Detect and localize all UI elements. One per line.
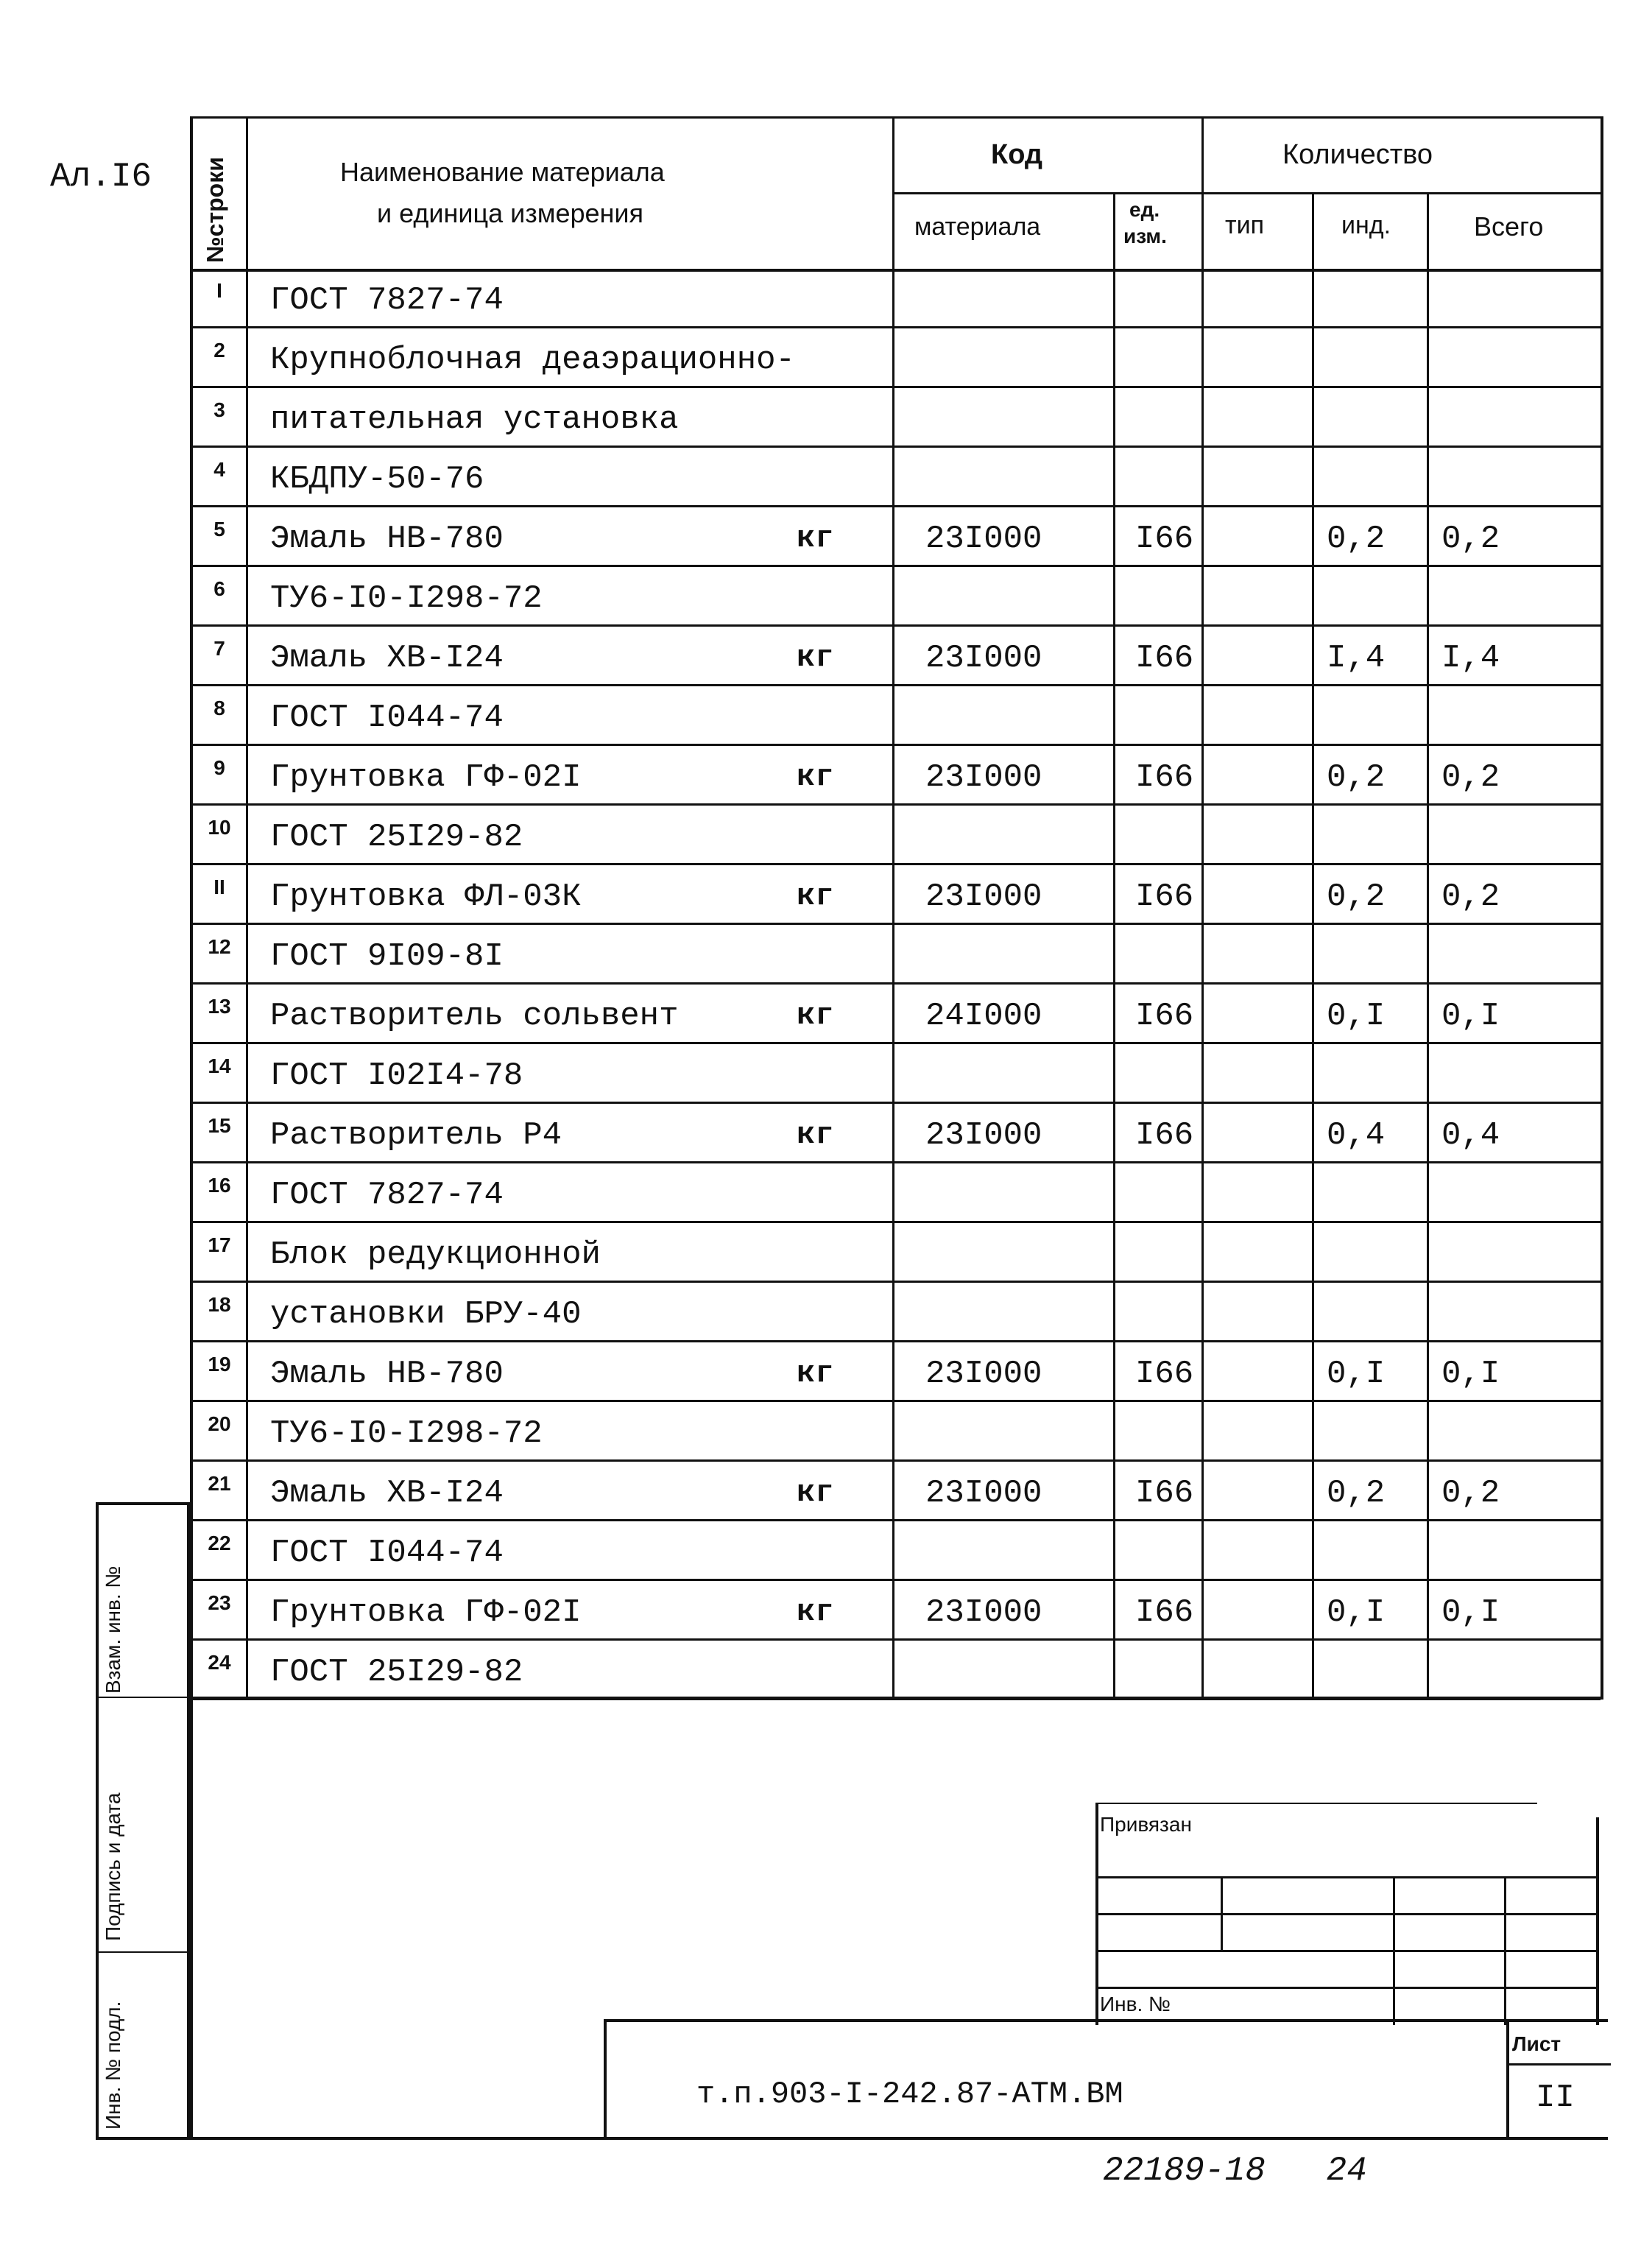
material-name: ТУ6-I0-I298-72 [270, 1415, 543, 1452]
table-row [193, 686, 1601, 746]
header-code-unit-2: изм. [1123, 225, 1167, 247]
qty-individual: 0,2 [1327, 521, 1386, 557]
table-row [193, 388, 1601, 448]
material-name: Эмаль НВ-780 [270, 1356, 504, 1392]
row-number: 24 [208, 1651, 231, 1674]
material-name: ГОСТ 9I09-8I [270, 938, 504, 975]
qty-total: 0,2 [1441, 1475, 1500, 1512]
unit-label: кг [797, 878, 834, 914]
header-rownum: №строки [202, 157, 228, 263]
material-name: Блок редукционной [270, 1236, 601, 1273]
row-number: 9 [213, 756, 225, 779]
qty-total: 0,2 [1441, 759, 1500, 796]
row-number: 2 [213, 339, 225, 362]
material-code: 23I000 [925, 1117, 1042, 1154]
header-qty-total: Всего [1474, 211, 1544, 242]
unit-label: кг [797, 998, 834, 1033]
material-name: Эмаль ХВ-I24 [270, 1475, 504, 1512]
qty-individual: 0,I [1327, 1594, 1386, 1631]
header-name-line2: и единица измерения [377, 198, 644, 228]
material-name: ГОСТ I02I4-78 [270, 1057, 523, 1094]
qty-total: 0,I [1441, 1356, 1500, 1392]
material-name: ГОСТ 25I29-82 [270, 819, 523, 856]
table-row [193, 1104, 1601, 1163]
material-name: Грунтовка ГФ-02I [270, 759, 582, 796]
material-name: питательная установка [270, 401, 679, 438]
row-number: 16 [208, 1174, 231, 1197]
unit-label: кг [797, 1594, 834, 1630]
table-row [193, 985, 1601, 1044]
row-number: 22 [208, 1532, 231, 1554]
table-row [193, 627, 1601, 686]
margin-vzam-label: Взам. инв. № [102, 1566, 124, 1694]
material-name: ГОСТ I044-74 [270, 1535, 504, 1571]
material-name: Растворитель сольвент [270, 998, 679, 1035]
row-number: 15 [208, 1114, 231, 1137]
material-name: ГОСТ 25I29-82 [270, 1654, 523, 1691]
qty-individual: 0,2 [1327, 1475, 1386, 1512]
margin-vzam-inv [96, 1502, 190, 1698]
unit-code: I66 [1135, 521, 1194, 557]
header-qty-type: тип [1225, 211, 1264, 239]
table-row [193, 925, 1601, 985]
row-number: 17 [208, 1233, 231, 1256]
unit-label: кг [797, 1356, 834, 1391]
table-row [193, 448, 1601, 507]
table-row [193, 1283, 1601, 1342]
qty-individual: 0,I [1327, 1356, 1386, 1392]
unit-code: I66 [1135, 878, 1194, 915]
material-code: 23I000 [925, 1594, 1042, 1631]
qty-individual: 0,4 [1327, 1117, 1386, 1154]
material-name: КБДПУ-50-76 [270, 461, 484, 498]
material-name: ГОСТ 7827-74 [270, 1177, 504, 1214]
unit-label: кг [797, 521, 834, 556]
unit-label: кг [797, 759, 834, 795]
header-qty-ind: инд. [1341, 211, 1391, 239]
row-number: I [216, 279, 222, 302]
margin-podpis [96, 1697, 190, 1953]
table-row [193, 1462, 1601, 1521]
qty-total: I,4 [1441, 640, 1500, 677]
unit-code: I66 [1135, 1475, 1194, 1512]
row-number: II [213, 876, 225, 898]
table-row [193, 1581, 1601, 1641]
qty-individual: I,4 [1327, 640, 1386, 677]
row-number: 7 [213, 637, 225, 660]
material-code: 23I000 [925, 1356, 1042, 1392]
unit-code: I66 [1135, 759, 1194, 796]
qty-total: 0,I [1441, 1594, 1500, 1631]
row-number: 21 [208, 1472, 231, 1495]
unit-code: I66 [1135, 1356, 1194, 1392]
qty-individual: 0,2 [1327, 759, 1386, 796]
unit-code: I66 [1135, 998, 1194, 1035]
unit-code: I66 [1135, 1117, 1194, 1154]
qty-total: 0,2 [1441, 878, 1500, 915]
frame-left-lower [190, 1698, 193, 2140]
row-number: 3 [213, 398, 225, 421]
inv-no-label: Инв. № [1100, 1993, 1171, 2015]
table-row [193, 1402, 1601, 1462]
row-number: 13 [208, 995, 231, 1018]
material-name: ГОСТ I044-74 [270, 700, 504, 736]
header-code-unit-1: ед. [1129, 198, 1160, 221]
table-row [193, 1223, 1601, 1283]
row-number: 6 [213, 577, 225, 600]
material-name: ГОСТ 7827-74 [270, 282, 504, 319]
footer-stamp: 22189-18 24 [1103, 2152, 1367, 2190]
materials-table [190, 116, 1603, 1700]
table-row [193, 1163, 1601, 1223]
material-name: ТУ6-I0-I298-72 [270, 580, 543, 617]
material-name: Растворитель Р4 [270, 1117, 562, 1154]
row-number: 14 [208, 1054, 231, 1077]
material-code: 24I000 [925, 998, 1042, 1035]
qty-total: 0,2 [1441, 521, 1500, 557]
sheet-code: Ал.I6 [50, 158, 152, 196]
list-number: II [1536, 2079, 1575, 2116]
header-code-material: материала [914, 213, 1041, 241]
row-number: 4 [213, 458, 225, 481]
table-row [193, 865, 1601, 925]
unit-label: кг [797, 1117, 834, 1152]
material-code: 23I000 [925, 759, 1042, 796]
list-label: Лист [1512, 2032, 1561, 2055]
material-name: установки БРУ-40 [270, 1296, 582, 1333]
material-code: 23I000 [925, 640, 1042, 677]
row-number: 8 [213, 697, 225, 719]
table-row [193, 328, 1601, 388]
table-row [193, 746, 1601, 806]
qty-individual: 0,I [1327, 998, 1386, 1035]
material-name: Грунтовка ГФ-02I [270, 1594, 582, 1631]
row-number: 20 [208, 1412, 231, 1435]
header-quantity: Количество [1282, 139, 1433, 170]
row-divider [193, 1698, 1601, 1700]
row-number: 5 [213, 518, 225, 540]
row-number: 23 [208, 1591, 231, 1614]
table-row [193, 269, 1601, 328]
qty-total: 0,4 [1441, 1117, 1500, 1154]
table-row [193, 1342, 1601, 1402]
row-number: 18 [208, 1293, 231, 1316]
table-row [193, 1521, 1601, 1581]
table-row [193, 567, 1601, 627]
title-block-binding [1095, 1803, 1608, 2025]
unit-code: I66 [1135, 1594, 1194, 1631]
qty-total: 0,I [1441, 998, 1500, 1035]
privyazan-label: Привязан [1100, 1813, 1192, 1836]
material-name: Грунтовка ФЛ-03К [270, 878, 582, 915]
material-code: 23I000 [925, 521, 1042, 557]
material-code: 23I000 [925, 1475, 1042, 1512]
margin-podpis-label: Подпись и дата [102, 1792, 124, 1941]
unit-label: кг [797, 1475, 834, 1510]
table-row [193, 507, 1601, 567]
table-row [193, 1641, 1601, 1700]
material-name: Крупноблочная деаэрационно- [270, 342, 795, 378]
table-row [193, 1044, 1601, 1104]
material-name: Эмаль ХВ-I24 [270, 640, 504, 677]
margin-inv-podl-label: Инв. № подл. [102, 2001, 124, 2130]
unit-code: I66 [1135, 640, 1194, 677]
table-header [193, 119, 1601, 272]
margin-inv-podl [96, 1951, 190, 2140]
unit-label: кг [797, 640, 834, 675]
row-number: 19 [208, 1353, 231, 1376]
title-block-main [604, 2019, 1608, 2140]
material-code: 23I000 [925, 878, 1042, 915]
header-code: Код [991, 139, 1043, 170]
row-number: 12 [208, 935, 231, 958]
row-number: 10 [208, 816, 231, 839]
material-name: Эмаль НВ-780 [270, 521, 504, 557]
doc-code: т.п.903-I-242.87-АТМ.ВМ [696, 2077, 1123, 2112]
table-row [193, 806, 1601, 865]
header-name-line1: Наименование материала [340, 157, 665, 187]
qty-individual: 0,2 [1327, 878, 1386, 915]
